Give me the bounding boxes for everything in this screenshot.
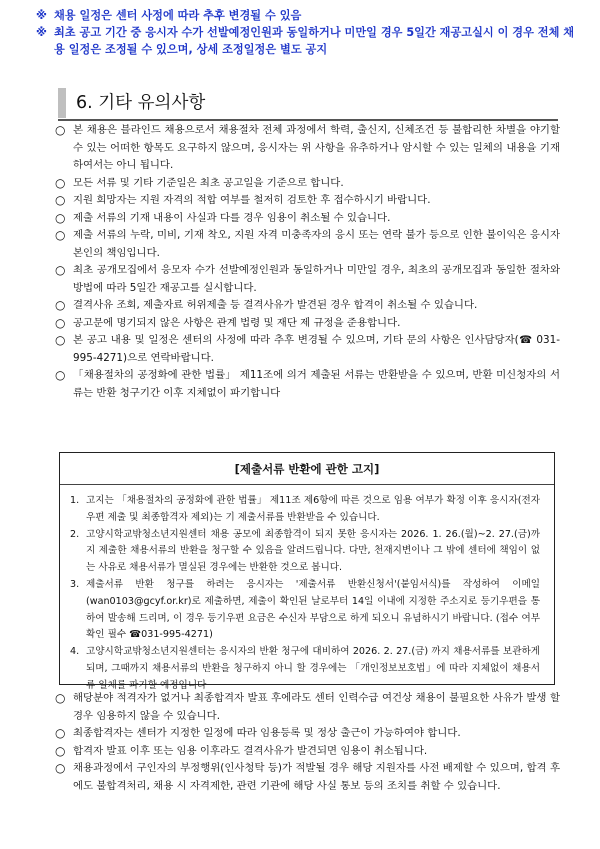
circle-bullet: ○ — [55, 210, 66, 225]
section-title: 6. 기타 유의사항 — [76, 93, 206, 113]
circle-bullet: ○ — [55, 333, 66, 347]
list-item-text: 공고문에 명기되지 않은 사항은 관계 법령 및 재단 제 규정을 준용합니다. — [73, 316, 401, 329]
list-item-text: 본 채용은 블라인드 채용으로서 채용절차 전체 과정에서 학력, 출신지, 신체조건 등 불합리한 차별을 야기할 수 있는 어떠한 항목도 요구하지 않으며, 응시자는 위 사항을 유추하거나 암시할 수 있는 일체의 내용을 기재하여서는 아니 됩니다. — [73, 124, 560, 171]
notice-item-text: 제출서류 반환 청구를 하려는 응시자는 '제출서류 반환신청서'(붙임서식)를 작성하여 이메일(wan0103@gcyf.or.kr)로 제출하면, 제출이 확인된 날로부터 14일 이내에 지정한 주소지로 등기우편을 통하여 발송해 드리며, 이 경우 등기우편 요금은 수신자 부담으로 하게 되오니 유념하시기 바랍니다. (접수 여부 확인 필수 ☎031-995-4271) — [86, 578, 540, 641]
list-item-text: 「채용절차의 공정화에 관한 법률」 제11조에 의거 제출된 서류는 반환받을 수 있으며, 반환 미신청자의 서류는 반환 청구기간 이후 지체없이 파기합니다 — [73, 369, 560, 399]
list-item-text: 본 공고 내용 및 일정은 센터의 사정에 따라 추후 변경될 수 있으며, 기타 문의 사항은 인사담당자(☎ 031-995-4271)으로 연락바랍니다. — [73, 334, 560, 364]
circle-bullet: ○ — [55, 726, 66, 740]
reference-mark: ※ — [36, 26, 47, 39]
notice-item — [70, 577, 540, 644]
list-item-text: 채용과정에서 구인자의 부정행위(인사청탁 등)가 적발될 경우 해당 지원자를 사전 배제할 수 있으며, 합격 후에도 불합격처리, 채용 시 자격제한, 관련 기관에 해당 사실 통보 등의 조치를 취할 수 있습니다. — [73, 762, 560, 792]
note-text: 채용 일정은 센터 사정에 따라 추후 변경될 수 있음 — [54, 9, 302, 22]
notice-box-title: [제출서류 반환에 관한 고지] — [234, 462, 380, 476]
notice-item — [70, 493, 540, 527]
circle-bullet: ○ — [55, 228, 66, 242]
list-item-text: 지원 희망자는 지원 자격의 적합 여부를 철저히 검토한 후 접수하시기 바랍니다. — [73, 194, 431, 206]
list-item — [55, 690, 560, 725]
notice-item — [70, 527, 540, 577]
list-item — [55, 297, 560, 315]
notice-item-text: 고양시학교밖청소년지원센터는 응시자의 반환 청구에 대비하여 2026. 2. 27.(금) 까지 채용서류를 보관하게 되며, 그때까지 채용서류의 반환을 청구하지 아니 할 경우에는 「개인정보보호법」에 따라 지체없이 채용서류 일체를 파기할 예정입니다 — [86, 646, 540, 691]
notice-item-text: 고양시학교밖청소년지원센터 채용 공모에 최종합격이 되지 못한 응시자는 2026. 1. 26.(월)~2. 27.(금)까지 제출한 채용서류의 반환을 청구할 수 있음을 알려드립니다. 다만, 천재지변이나 그 밖에 센터에 책임이 없는 사유로 채용서류가 멸실된 경우에는 반환한 것으로 봅니다. — [86, 528, 540, 574]
notice-item — [70, 644, 540, 694]
list-item — [55, 332, 560, 367]
list-item — [55, 210, 560, 228]
reference-mark: ※ — [36, 9, 47, 22]
list-item — [55, 725, 560, 743]
list-item-text: 최종합격자는 센터가 지정한 일정에 따라 임용등록 및 정상 출근이 가능하여야 합니다. — [73, 727, 461, 739]
heading-accent-bar — [58, 88, 66, 118]
precaution-list — [55, 122, 560, 402]
circle-bullet: ○ — [55, 368, 66, 382]
circle-bullet: ○ — [55, 298, 66, 312]
document-return-notice-box — [59, 452, 555, 691]
notice-item-number: 3. — [70, 578, 80, 590]
list-item — [55, 227, 560, 262]
note-item — [36, 7, 584, 24]
list-item — [55, 122, 560, 175]
heading-underline — [58, 119, 558, 121]
note-item — [36, 24, 584, 58]
list-item-text: 제출 서류의 기재 내용이 사실과 다를 경우 임용이 취소될 수 있습니다. — [73, 211, 391, 224]
circle-bullet: ○ — [55, 123, 66, 137]
schedule-notes — [36, 7, 584, 58]
circle-bullet: ○ — [55, 691, 66, 705]
list-item — [55, 175, 560, 193]
circle-bullet: ○ — [55, 193, 66, 207]
list-item-text: 모든 서류 및 기타 기준일은 최초 공고일을 기준으로 합니다. — [73, 176, 344, 189]
notice-item-number: 1. — [70, 495, 80, 506]
circle-bullet: ○ — [55, 263, 66, 277]
list-item-text: 결격사유 조회, 제출자료 허위제출 등 결격사유가 발견된 경우 합격이 취소될 수 있습니다. — [73, 299, 478, 311]
list-item — [55, 315, 560, 333]
list-item-text: 최초 공개모집에서 응모자 수가 선발예정인원과 동일하거나 미만일 경우, 최초의 공개모집과 동일한 절차와 방법에 따라 5일간 재공고를 실시합니다. — [73, 264, 560, 294]
list-item — [55, 262, 560, 297]
circle-bullet: ○ — [55, 761, 66, 775]
list-item-text: 합격자 발표 이후 또는 임용 이후라도 결격사유가 발견되면 임용이 취소됩니다. — [73, 744, 428, 757]
circle-bullet: ○ — [55, 743, 66, 758]
list-item-text: 제출 서류의 누락, 미비, 기재 착오, 지원 자격 미충족자의 응시 또는 연락 불가 등으로 인한 불이익은 응시자 본인의 책임입니다. — [73, 229, 560, 259]
circle-bullet: ○ — [55, 175, 66, 190]
additional-precaution-list — [55, 690, 560, 795]
list-item-text: 해당분야 적격자가 없거나 최종합격자 발표 후에라도 센터 인력수급 여건상 채용이 불필요한 사유가 발생 할 경우 임용하지 않을 수 있습니다. — [73, 692, 560, 722]
note-text: 최초 공고 기간 중 응시자 수가 선발예정인원과 동일하거나 미만일 경우 5일간 재공고실시 이 경우 전체 채용 일정은 조정될 수 있으며, 상세 조정일정은 별도 공지 — [54, 26, 575, 56]
notice-box-list — [70, 493, 540, 695]
notice-box-divider — [60, 484, 554, 485]
notice-item-number: 4. — [70, 646, 80, 658]
list-item — [55, 367, 560, 402]
notice-item-text: 고지는 「채용절차의 공정화에 관한 법률」 제11조 제6항에 따른 것으로 임용 여부가 확정 이후 응시자(전자우편 제출 및 최종합격자 제외)는 기 제출서류를 반환받을 수 있습니다. — [86, 495, 540, 523]
list-item — [55, 760, 560, 795]
circle-bullet: ○ — [55, 315, 66, 330]
notice-item-number: 2. — [70, 528, 80, 540]
list-item — [55, 192, 560, 210]
section-heading — [58, 88, 558, 120]
list-item — [55, 743, 560, 761]
